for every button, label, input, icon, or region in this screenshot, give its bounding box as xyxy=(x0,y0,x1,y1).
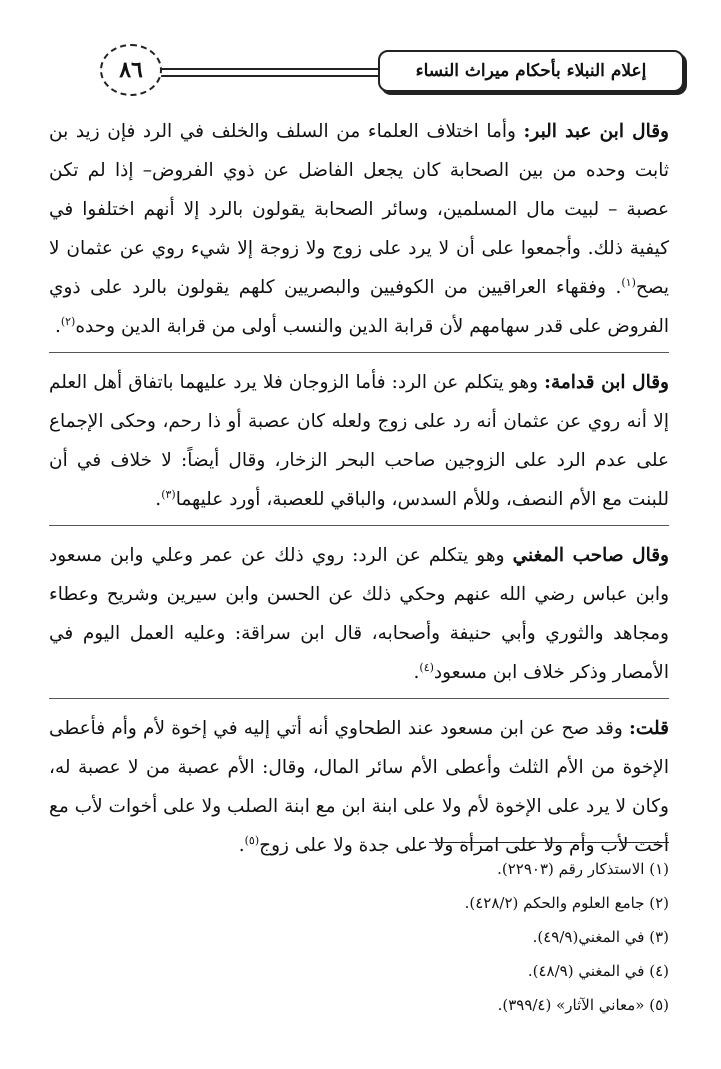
main-text xyxy=(49,112,669,869)
paragraph-end: . xyxy=(413,662,420,683)
page-header xyxy=(40,40,684,100)
paragraph-text: وهو يتكلم عن الرد: روي ذلك عن عمر وعلي وابن مسعود وابن عباس رضي الله عنهم وحكي ذلك عن الحسن وابن سيرين وشريح وعطاء ومجاهد والثوري وأبي حنيفة وأصحابه، قال ابن سراقة: وعليه العمل اليوم في الأمصار وذكر خلاف ابن مسعود xyxy=(49,545,669,683)
paragraph-lead: قلت: xyxy=(629,718,669,739)
footnote: (٢) جامع العلوم والحكم (٤٢٨/٢). xyxy=(464,894,669,912)
footnote: (٥) «معاني الآثار» (٣٩٩/٤). xyxy=(497,996,669,1014)
paragraph-end: . xyxy=(54,316,61,337)
paragraph-text: وقد صح عن ابن مسعود عند الطحاوي أنه أتي إليه في إخوة لأم وأم فأعطى الإخوة من الأم الثلث وأعطى الأم سائر المال، وقال: الأم عصبة من لا عصبة له، وكان لا يرد على الإخوة لأم ولا على ابنة ابن مع ابنة الصلب ولا على أخوات لأب مع أخت لأب وأم ولا على امرأة ولا على جدة ولا على زوج xyxy=(49,718,669,856)
paragraph-ibn-qudama xyxy=(49,363,669,526)
paragraph-lead: وقال ابن عبد البر: xyxy=(523,121,669,142)
footnote-ref: (٢) xyxy=(60,314,76,328)
footnote: (٣) في المغني(٤٩/٩). xyxy=(532,928,669,946)
paragraph-text: وأما اختلاف العلماء من السلف والخلف في الرد فإن زيد بن ثابت وحده من بين الصحابة كان يجعل الفاضل عن ذوي الفروض– إذا لم تكن عصبة – لبيت مال المسلمين، وسائر الصحابة يقولون بالرد إلا أنهم اختلفوا في كيفية ذلك. وأجمعوا على أن لا يرد على زوج ولا زوجة إلا شيء روي عن عثمان لا يصح xyxy=(49,121,669,298)
paragraph-qultu xyxy=(49,709,669,869)
paragraph-end: . xyxy=(155,489,162,510)
paragraph-text: . وفقهاء العراقيين من الكوفيين والبصريين كلهم يقولون بالرد على ذوي الفروض على قدر سهامهم لأن قرابة الدين والنسب أولى من قرابة الدين وحده xyxy=(49,277,669,337)
paragraph-text: وهو يتكلم عن الرد: فأما الزوجان فلا يرد عليهما باتفاق أهل العلم إلا أنه روي عن عثمان أنه رد على زوج ولعله كان عصبة أو ذا رحم، وحكى الإجماع على عدم الرد على الزوجين صاحب البحر الزخار، وقال أيضاً: لا خلاف في أن للبنت مع الأم النصف، وللأم السدس، والباقي للعصبة، أورد عليهما xyxy=(49,372,669,510)
footnote: (١) الاستذكار رقم (٢٢٩٠٣). xyxy=(497,860,669,878)
book-title: إعلام النبلاء بأحكام ميراث النساء xyxy=(378,50,684,92)
footnote-ref: (٣) xyxy=(161,487,176,501)
footnote-ref: (٥) xyxy=(244,833,260,847)
paragraph-lead: وقال صاحب المغني xyxy=(512,545,669,566)
paragraph-lead: وقال ابن قدامة: xyxy=(544,372,669,393)
footnote-ref: (١) xyxy=(621,275,636,289)
footnotes xyxy=(69,852,669,1022)
header-rule xyxy=(158,68,378,77)
footnote-ref: (٤) xyxy=(419,660,434,674)
footnote-rule xyxy=(429,842,669,843)
paragraph-ibn-abd-al-barr xyxy=(49,112,669,353)
page-number: ٨٦ xyxy=(100,44,162,96)
footnote: (٤) في المغني (٤٨/٩). xyxy=(527,962,669,980)
paragraph-end: . xyxy=(238,835,245,856)
paragraph-al-mughni xyxy=(49,536,669,699)
